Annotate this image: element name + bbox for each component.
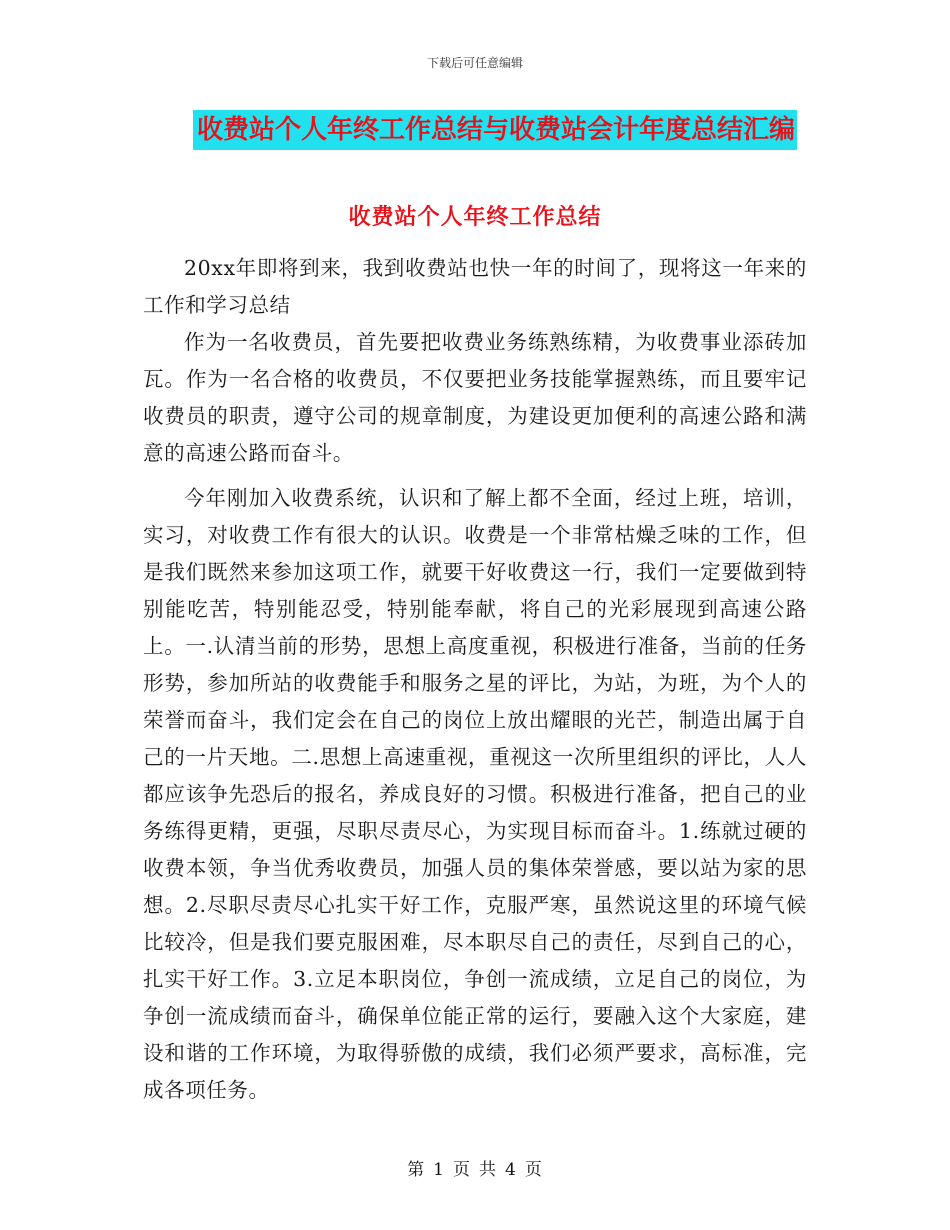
document-title: 收费站个人年终工作总结与收费站会计年度总结汇编 xyxy=(193,110,797,150)
page-total: 4 xyxy=(505,1160,517,1180)
page-label-prefix: 第 xyxy=(407,1160,426,1180)
document-body xyxy=(143,250,807,1109)
header-note: 下载后可任意编辑 xyxy=(426,56,523,70)
page-footer xyxy=(0,1155,950,1180)
paragraph: 今年刚加入收费系统，认识和了解上都不全面，经过上班，培训，实习，对收费工作有很大的认识。收费是一个非常枯燥乏味的工作，但是我们既然来参加这项工作，就要干好收费这一行，我们一定要做到特别能吃苦，特别能忍受，特别能奉献，将自己的光彩展现到高速公路上。一.认清当前的形势，思想上高度重视，积极进行准备，当前的任务形势，参加所站的收费能手和服务之星的评比，为站，为班，为个人的荣誉而奋斗，我们定会在自己的岗位上放出耀眼的光芒，制造出属于自己的一片天地。二.思想上高速重视，重视这一次所里组织的评比，人人都应该争先恐后的报名，养成良好的习惯。积极进行准备，把自己的业务练得更精，更强，尽职尽责尽心，为实现目标而奋斗。1.练就过硬的收费本领，争当优秀收费员，加强人员的集体荣誉感，要以站为家的思想。2.尽职尽责尽心扎实干好工作，克服严寒，虽然说这里的环境气候比较冷，但是我们要克服困难，尽本职尽自己的责任，尽到自己的心，扎实干好工作。3.立足本职岗位，争创一流成绩，立足自己的岗位，为争创一流成绩而奋斗，确保单位能正常的运行，要融入这个大家庭，建设和谐的工作环境，为取得骄傲的成绩，我们必须严要求，高标准，完成各项任务。 xyxy=(143,486,807,1102)
paragraph: 20xx年即将到来，我到收费站也快一年的时间了，现将这一年来的工作和学习总结 xyxy=(143,256,807,317)
page-number: 1 xyxy=(433,1160,445,1180)
page-label-total-prefix: 共 xyxy=(479,1160,497,1180)
paragraph: 作为一名收费员，首先要把收费业务练熟练精，为收费事业添砖加瓦。作为一名合格的收费员，不仅要把业务技能掌握熟练，而且要牢记收费员的职责，遵守公司的规章制度，为建设更加便利的高速公路和满意的高速公路而奋斗。 xyxy=(143,330,807,465)
page-label-suffix: 页 xyxy=(524,1160,543,1180)
page-label-mid: 页 xyxy=(453,1160,471,1180)
section-title: 收费站个人年终工作总结 xyxy=(348,205,602,230)
